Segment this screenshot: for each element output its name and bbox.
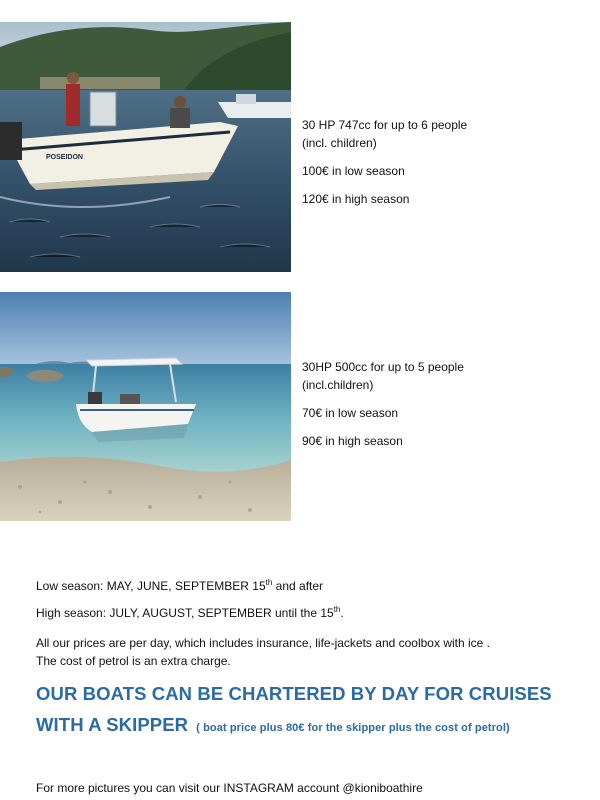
- boat2-spec: [302, 358, 464, 450]
- boat2-engine: 30HP 500cc for up to 5 people: [302, 360, 464, 374]
- high-season-suffix: .: [340, 606, 344, 620]
- boat2-low-price: 70€ in low season: [302, 406, 399, 420]
- boat2-note: (incl.children): [302, 378, 374, 392]
- boat1-high-price: 120€ in high season: [302, 192, 410, 206]
- boat1-hull-text: POSEIDON: [46, 154, 83, 161]
- instagram-line: For more pictures you can visit our INSTAGRAM account @kioniboathire: [36, 781, 423, 795]
- boat1-low-price: 100€ in low season: [302, 164, 405, 178]
- charter-heading-line1: OUR BOATS CAN BE CHARTERED BY DAY FOR CRUISES: [36, 683, 552, 704]
- prices-note-line1: All our prices are per day, which includes insurance, life-jackets and coolbox with ice .: [36, 636, 490, 650]
- low-season-line: [36, 577, 323, 595]
- boat1-spec: [302, 116, 467, 208]
- high-season-line: [36, 604, 344, 622]
- boat1-engine: 30 HP 747cc for up to 6 people: [302, 118, 468, 132]
- boat2-photo: [0, 292, 291, 521]
- prices-note-line2: The cost of petrol is an extra charge.: [36, 654, 231, 668]
- boat1-photo: [0, 22, 291, 272]
- boat1-note: (incl. children): [302, 136, 377, 150]
- charter-detail: ( boat price plus 80€ for the skipper plus the cost of petrol): [196, 722, 510, 734]
- low-season-sup: th: [265, 578, 273, 587]
- low-season-suffix: and after: [272, 579, 324, 593]
- prices-note: [36, 634, 490, 670]
- high-season-text: High season: JULY, AUGUST, SEPTEMBER until the 15: [36, 606, 334, 620]
- boat2-high-price: 90€ in high season: [302, 434, 403, 448]
- low-season-text: Low season: MAY, JUNE, SEPTEMBER 15: [36, 579, 266, 593]
- charter-heading-line2: [36, 714, 510, 736]
- charter-skipper-text: WITH A SKIPPER: [36, 714, 189, 735]
- high-season-sup: th: [333, 605, 341, 614]
